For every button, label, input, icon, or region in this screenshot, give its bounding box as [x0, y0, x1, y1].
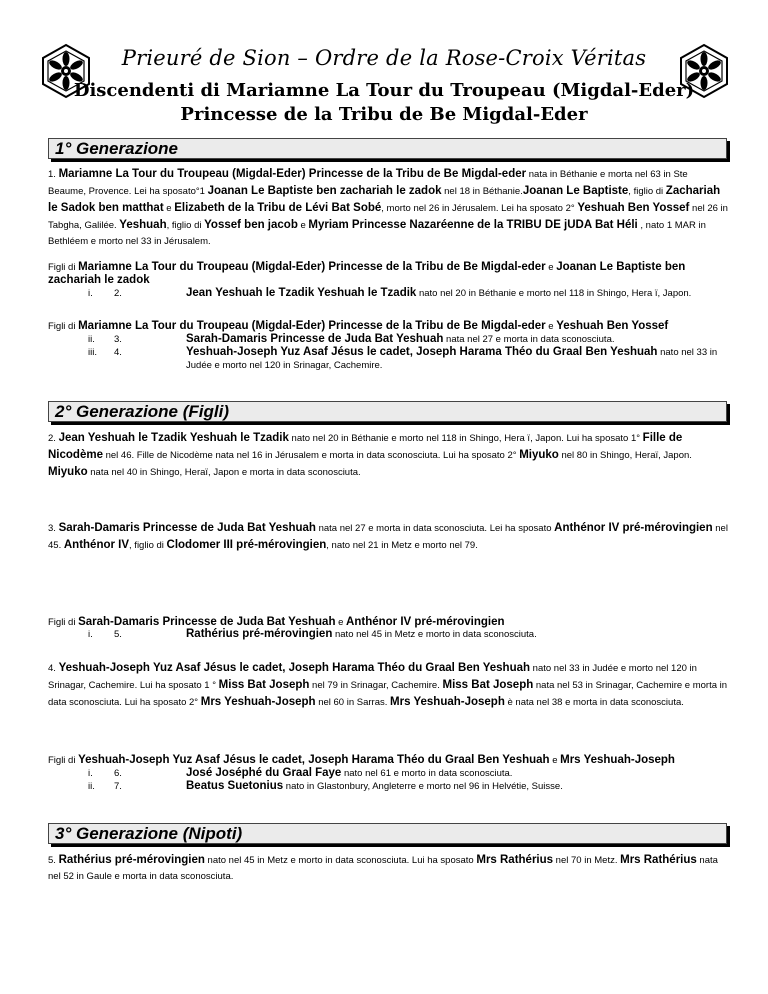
- person-name: Anthénor IV pré-mérovingien: [554, 522, 713, 534]
- document-subtitle-2: Princesse de la Tribu de Be Migdal-Eder: [180, 104, 588, 125]
- child-text: Yeshuah-Joseph Yuz Asaf Jésus le cadet, Joseph Harama Théo du Graal Ben Yeshuah nato nel 33 in Judée e morto nel 120 in Srinagar, Cachemire.: [186, 346, 718, 371]
- children-of-sarah-damaris: Figli di Sarah-Damaris Princesse de Juda Bat Yeshuah e Anthénor IV pré-mérovingien: [48, 616, 505, 628]
- person-name: Mrs Yeshuah-Joseph: [390, 696, 505, 708]
- person-name: Miyuko: [519, 449, 559, 461]
- generation-2-header: 2° Generazione (Figli): [48, 401, 727, 422]
- person-name: Anthénor IV: [63, 539, 130, 551]
- person-name: Sarah-Damaris Princesse de Juda Bat Yeshuah: [78, 616, 336, 628]
- person-name: Jean Yeshuah le Tzadik Yeshuah le Tzadik: [58, 432, 289, 444]
- child-number: 5.: [114, 629, 122, 640]
- child-roman: ii.: [88, 334, 95, 345]
- person-name: Mrs Rathérius: [620, 854, 697, 866]
- person-name: Joanan Le Baptiste: [522, 185, 629, 197]
- child-text: Jean Yeshuah le Tzadik Yeshuah le Tzadik nato nel 20 in Béthanie e morto nel 118 in Shingo, Hera ï, Japon.: [186, 287, 692, 299]
- person-name: Miss Bat Joseph: [218, 679, 310, 691]
- person-name: Yeshuah Ben Yossef: [577, 202, 690, 214]
- entry-2: 2. Jean Yeshuah le Tzadik Yeshuah le Tzadik nato nel 20 in Béthanie e morto nel 118 in Shingo, Hera ï, Japon. Lui ha sposato 1° Fille de Nicodème nel 46. Fille de Nicodème nata nel 16 in Jérusalem e morta in data sconosciuta. Lui ha sposato 2° Miyuko nel 80 in Shingo, Heraï, Japon. Miyuko nata nel 40 in Shingo, Heraï, Japon e morta in data sconosciuta.: [48, 432, 692, 478]
- person-name: Yossef ben jacob: [204, 219, 298, 231]
- person-name: Rathérius pré-mérovingien: [58, 854, 205, 866]
- person-name: Fille de Nicodème: [48, 432, 683, 461]
- person-name: Joanan Le Baptiste ben zachariah le zadok: [207, 185, 442, 197]
- person-name: Yeshuah-Joseph Yuz Asaf Jésus le cadet, Joseph Harama Théo du Graal Ben Yeshuah: [58, 662, 531, 674]
- person-name: Yeshuah Ben Yossef: [556, 320, 669, 332]
- generation-3-header: 3° Generazione (Nipoti): [48, 823, 727, 844]
- document-title: Prieuré de Sion – Ordre de la Rose-Croix Véritas: [121, 46, 647, 70]
- children-of-mariamne-and-joanan: Figli di Mariamne La Tour du Troupeau (Migdal-Eder) Princesse de la Tribu de Be Migdal-eder e Joanan Le Baptiste ben zachariah le zadok: [48, 261, 686, 286]
- person-name: Mariamne La Tour du Troupeau (Migdal-Eder) Princesse de la Tribu de Be Migdal-eder: [78, 261, 546, 273]
- person-name: Clodomer III pré-mérovingien: [166, 539, 327, 551]
- person-name: Sarah-Damaris Princesse de Juda Bat Yeshuah: [58, 522, 316, 534]
- entry-5: 5. Rathérius pré-mérovingien nato nel 45 in Metz e morto in data sconosciuta. Lui ha sposato Mrs Rathérius nel 70 in Metz. Mrs Rathérius nata nel 52 in Gaule e morta in data sconosciuta.: [48, 854, 718, 882]
- person-name: Miyuko: [48, 466, 88, 478]
- entry-4: 4. Yeshuah-Joseph Yuz Asaf Jésus le cadet, Joseph Harama Théo du Graal Ben Yeshuah nato nel 33 in Judée e morto nel 120 in Srinagar, Cachemire. Lui ha sposato 1 ° Miss Bat Joseph nel 79 in Srinagar, Cachemire. Miss Bat Joseph nata nel 53 in Srinagar, Cachemire e morta in data sconosciuta. Lui ha sposato 2° Mrs Yeshuah-Joseph nel 60 in Sarras. Mrs Yeshuah-Joseph è nata nel 38 e morta in data sconosciuta.: [48, 662, 728, 708]
- person-name: Mariamne La Tour du Troupeau (Migdal-Eder) Princesse de la Tribu de Be Migdal-eder: [78, 320, 546, 332]
- child-text: Rathérius pré-mérovingien nato nel 45 in Metz e morto in data sconosciuta.: [186, 628, 537, 640]
- child-roman: i.: [88, 768, 93, 779]
- person-name: Yeshuah-Joseph Yuz Asaf Jésus le cadet, Joseph Harama Théo du Graal Ben Yeshuah: [186, 346, 658, 358]
- child-number: 6.: [114, 768, 122, 779]
- person-name: Yeshuah: [119, 219, 167, 231]
- person-name: Elizabeth de la Tribu de Lévi Bat Sobé: [174, 202, 382, 214]
- person-name: Zachariah le Sadok ben matthat: [48, 185, 721, 214]
- person-name: Mrs Yeshuah-Joseph: [200, 696, 316, 708]
- person-name: Beatus Suetonius: [186, 780, 284, 792]
- person-name: Mrs Yeshuah-Joseph: [560, 754, 675, 766]
- person-name: Mrs Rathérius: [476, 854, 554, 866]
- person-name: Joanan Le Baptiste ben zachariah le zadok: [48, 261, 686, 286]
- person-name: Miss Bat Joseph: [442, 679, 534, 691]
- child-number: 3.: [114, 334, 122, 345]
- entry-1: 1. Mariamne La Tour du Troupeau (Migdal-Eder) Princesse de la Tribu de Be Migdal-eder nata in Béthanie e morta nel 63 in Ste Beaume, Provence. Lei ha sposato°1 Joanan Le Baptiste ben zachariah le zadok nel 18 in Béthanie.Joanan Le Baptiste, figlio di Zachariah le Sadok ben matthat e Elizabeth de la Tribu de Lévi Bat Sobé, morto nel 26 in Jérusalem. Lei ha sposato 2° Yeshuah Ben Yossef nel 26 in Tabgha, Galilée. Yeshuah, figlio di Yossef ben jacob e Myriam Princesse Nazaréenne de la TRIBU DE jUDA Bat Héli , nato 1 MAR in Bethléem e morto nel 33 in Jérusalem.: [48, 168, 728, 247]
- person-name: Rathérius pré-mérovingien: [186, 628, 333, 640]
- person-name: Jean Yeshuah le Tzadik Yeshuah le Tzadik: [186, 287, 417, 299]
- child-roman: iii.: [88, 347, 97, 358]
- children-of-mariamne-and-yeshuah: Figli di Mariamne La Tour du Troupeau (Migdal-Eder) Princesse de la Tribu de Be Migdal-eder e Yeshuah Ben Yossef: [48, 320, 669, 332]
- child-text: Sarah-Damaris Princesse de Juda Bat Yeshuah nata nel 27 e morta in data sconosciuta.: [186, 333, 615, 345]
- child-text: Beatus Suetonius nato in Glastonbury, Angleterre e morto nel 96 in Helvétie, Suisse.: [186, 780, 563, 792]
- person-name: Sarah-Damaris Princesse de Juda Bat Yeshuah: [186, 333, 444, 345]
- child-roman: ii.: [88, 781, 95, 792]
- generation-1-header: 1° Generazione: [48, 138, 727, 159]
- person-name: José Joséphé du Graal Faye: [186, 767, 342, 779]
- person-name: Mariamne La Tour du Troupeau (Migdal-Eder) Princesse de la Tribu de Be Migdal-eder: [58, 168, 527, 180]
- child-text: José Joséphé du Graal Faye nato nel 61 e morto in data sconosciuta.: [186, 767, 513, 779]
- child-number: 7.: [114, 781, 122, 792]
- child-roman: i.: [88, 288, 93, 299]
- person-name: Anthénor IV pré-mérovingien: [346, 616, 505, 628]
- person-name: Yeshuah-Joseph Yuz Asaf Jésus le cadet, Joseph Harama Théo du Graal Ben Yeshuah: [78, 754, 550, 766]
- entry-3: 3. Sarah-Damaris Princesse de Juda Bat Yeshuah nata nel 27 e morta in data sconosciuta. Lei ha sposato Anthénor IV pré-mérovingien nel 45. Anthénor IV, figlio di Clodomer III pré-mérovingien, nato nel 21 in Metz e morto nel 79.: [48, 522, 728, 551]
- children-of-yeshuah-joseph: Figli di Yeshuah-Joseph Yuz Asaf Jésus le cadet, Joseph Harama Théo du Graal Ben Yeshuah e Mrs Yeshuah-Joseph: [48, 754, 675, 766]
- child-number: 2.: [114, 288, 122, 299]
- person-name: Myriam Princesse Nazaréenne de la TRIBU DE jUDA Bat Héli: [308, 219, 638, 231]
- child-roman: i.: [88, 629, 93, 640]
- document-subtitle: Discendenti di Mariamne La Tour du Troupeau (Migdal-Eder): [73, 80, 695, 101]
- child-number: 4.: [114, 347, 122, 358]
